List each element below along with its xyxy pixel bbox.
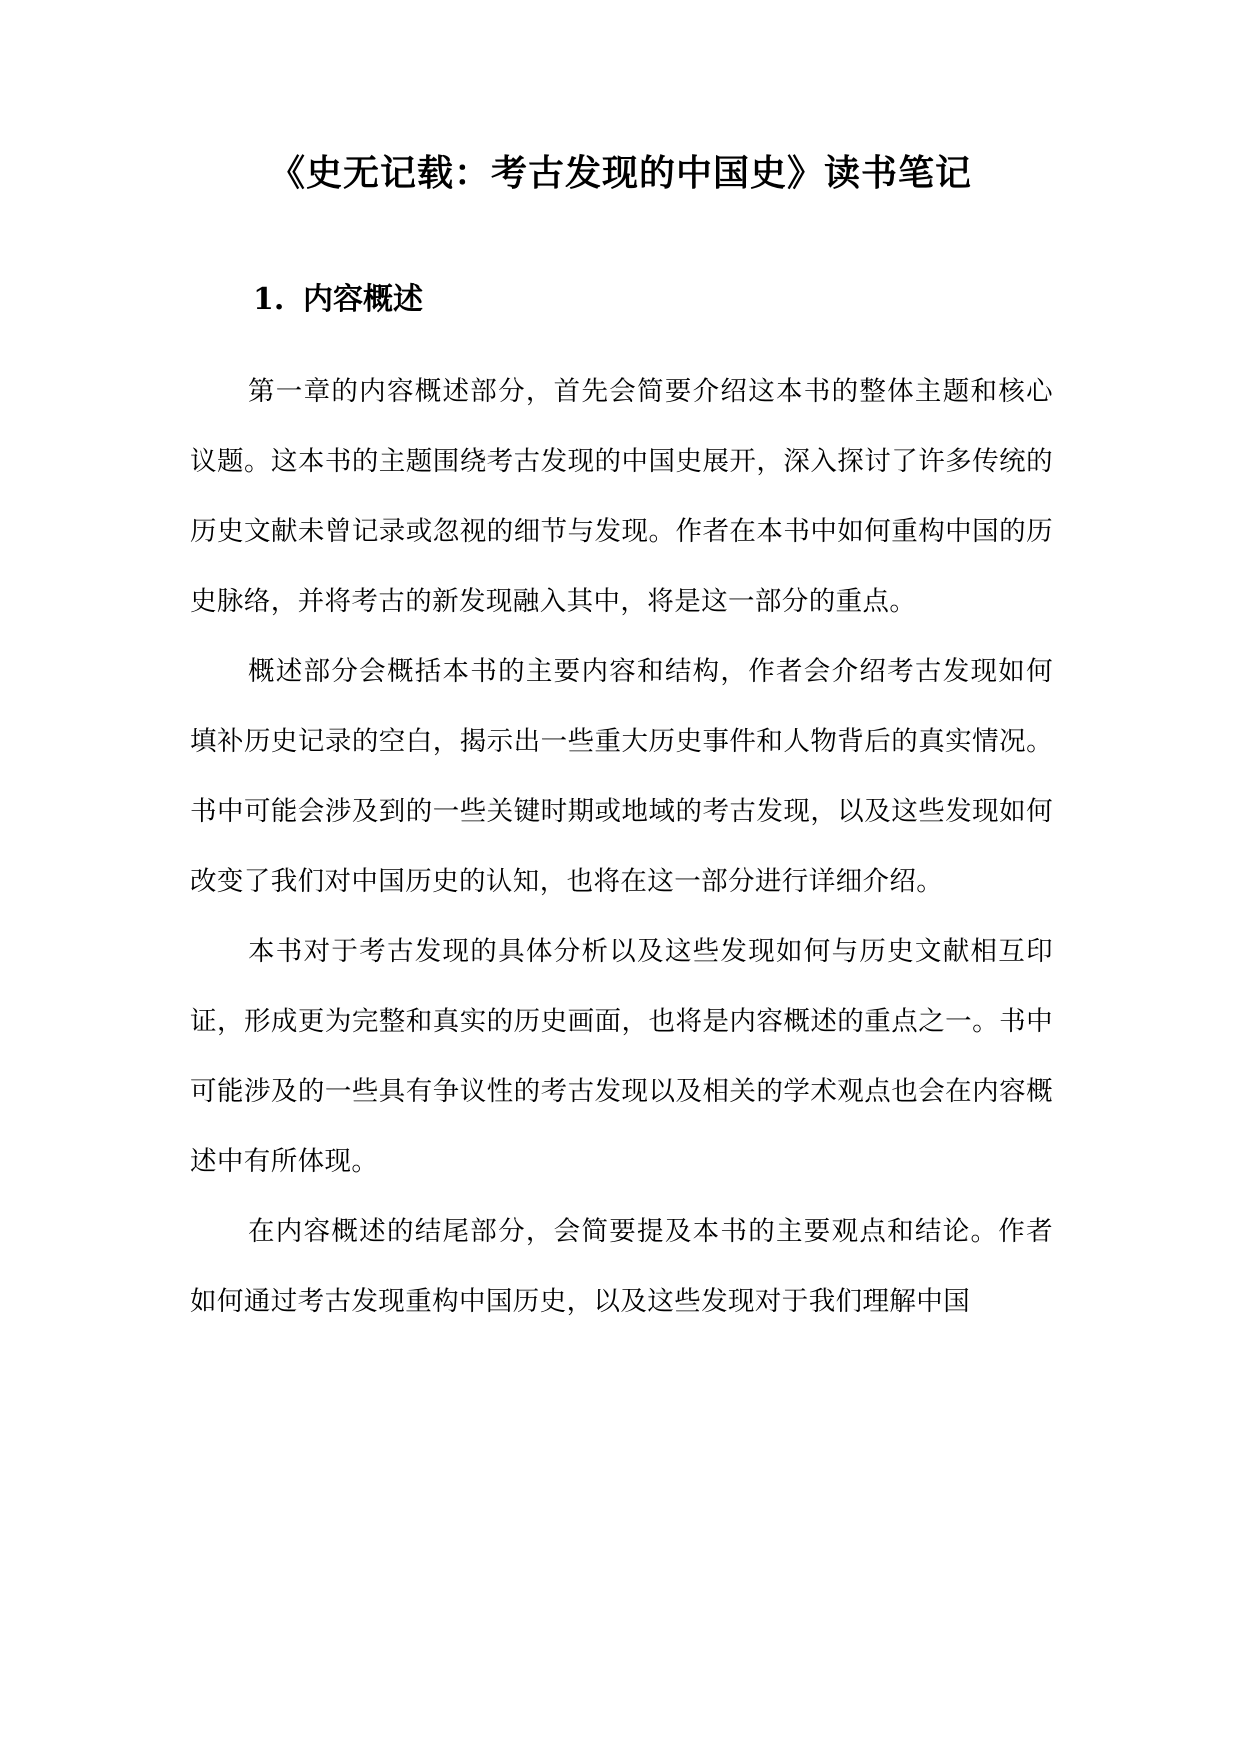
section-title: 内容概述 [303, 282, 423, 317]
document-title: 《史无记载：考古发现的中国史》读书笔记 [268, 152, 972, 194]
paragraph: 概述部分会概括本书的主要内容和结构，作者会介绍考古发现如何填补历史记录的空白，揭示出一些重大历史事件和人物背后的真实情况。书中可能会涉及到的一些关键时期或地域的考古发现，以及这些发现如何改变了我们对中国历史的认知，也将在这一部分进行详细介绍。 [190, 656, 1053, 897]
paragraph: 在内容概述的结尾部分，会简要提及本书的主要观点和结论。作者如何通过考古发现重构中国历史，以及这些发现对于我们理解中国 [190, 1216, 1053, 1317]
section-body [190, 357, 1053, 1337]
section-heading [253, 278, 423, 322]
paragraph: 第一章的内容概述部分，首先会简要介绍这本书的整体主题和核心议题。这本书的主题围绕考古发现的中国史展开，深入探讨了许多传统的历史文献未曾记录或忽视的细节与发现。作者在本书中如何重构中国的历史脉络，并将考古的新发现融入其中，将是这一部分的重点。 [190, 376, 1053, 617]
section-number: 1. [253, 282, 285, 317]
paragraph: 本书对于考古发现的具体分析以及这些发现如何与历史文献相互印证，形成更为完整和真实的历史画面，也将是内容概述的重点之一。书中可能涉及的一些具有争议性的考古发现以及相关的学术观点也会在内容概述中有所体现。 [190, 936, 1053, 1177]
